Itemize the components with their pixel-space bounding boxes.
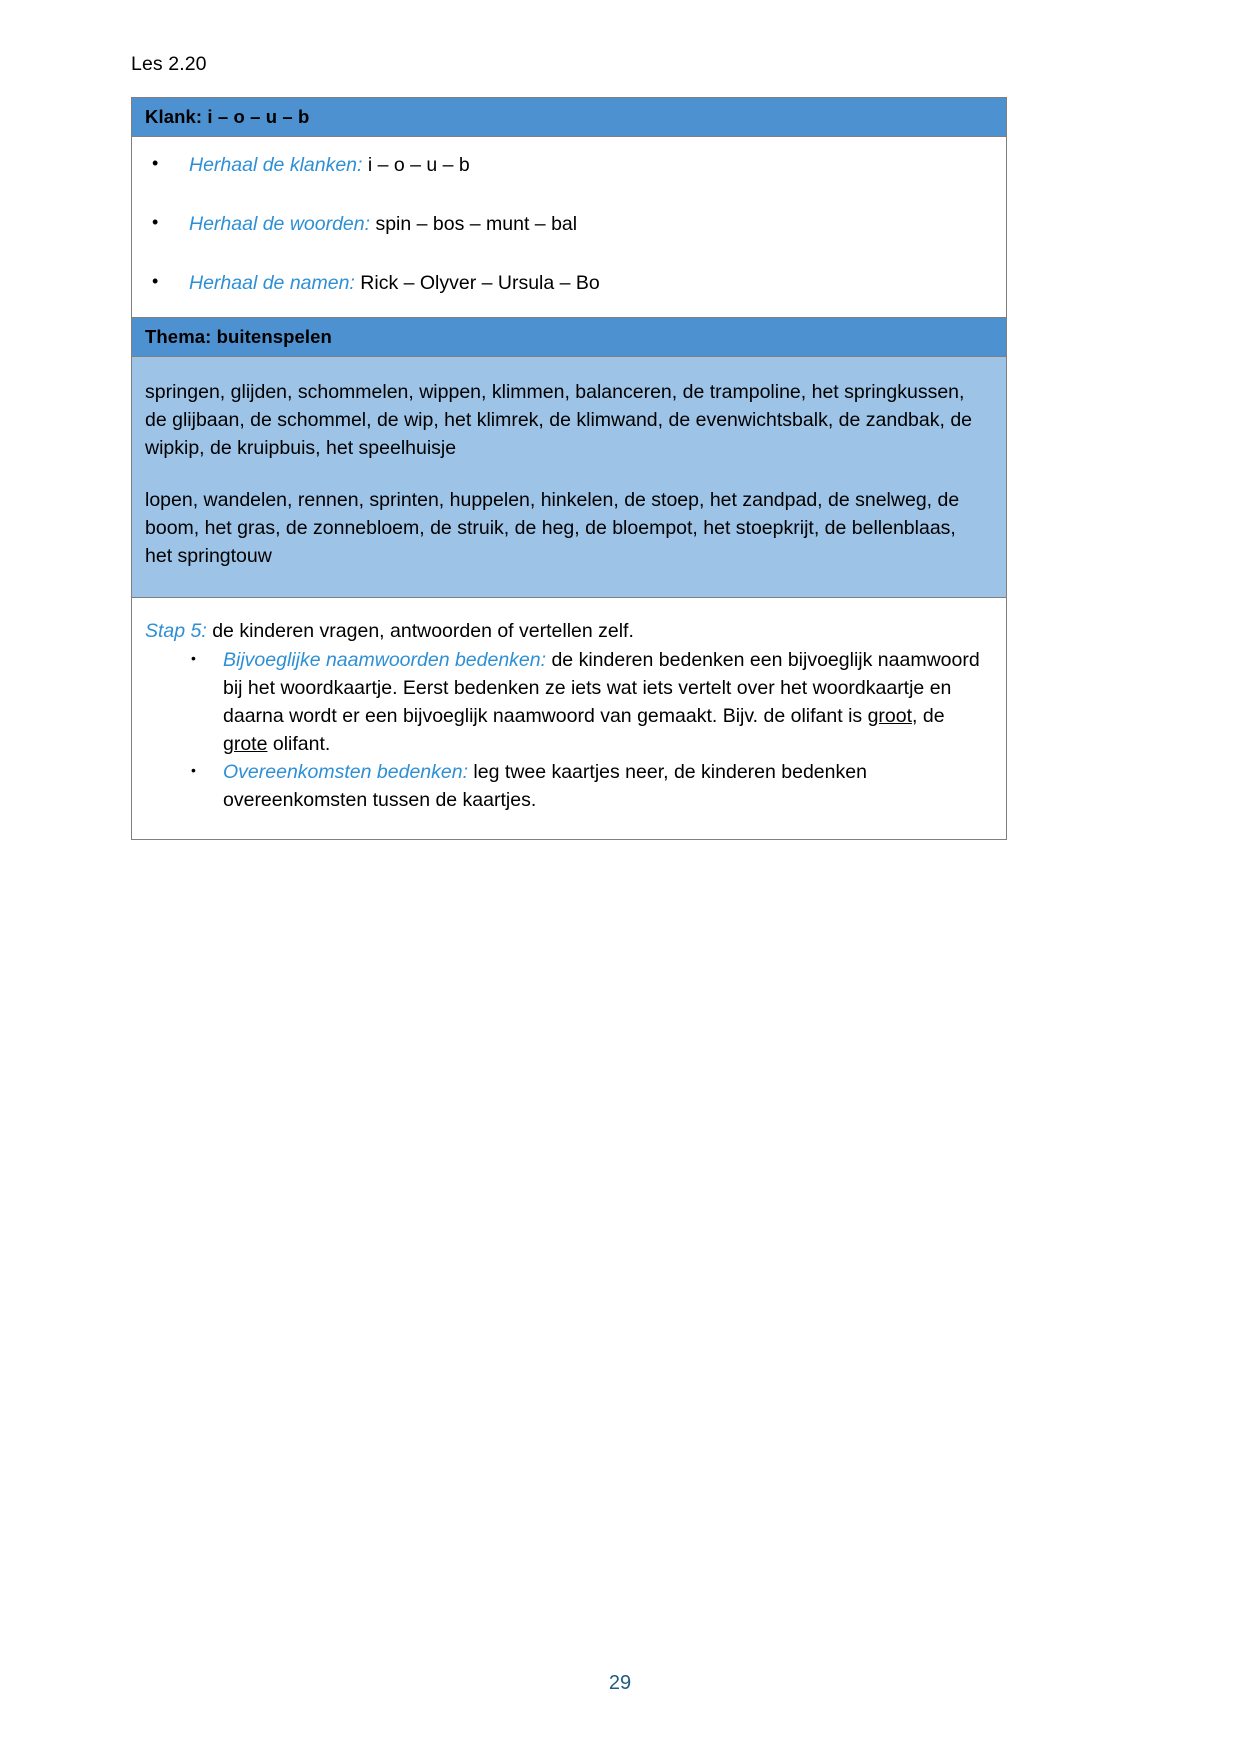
bullet-text: Rick – Olyver – Ursula – Bo [354,271,600,294]
bullet-text: de kinderen bedenken een bijvoeglijk naamwoord bij het woordkaartje. Eerst bedenken ze iets wat iets vertelt over het woordkaartje en daarna wordt er een bijvoeglijk naamwoord van gemaakt. Bijv. de olifant is [223,649,980,728]
theme-word-paragraph: lopen, wandelen, rennen, sprinten, huppelen, hinkelen, de stoep, het zandpad, de snelweg, de boom, het gras, de zonnebloem, de struik, de heg, de bloempot, het stoepkrijt, de bellenblaas, het springtouw [145,489,960,568]
theme-section-body [132,357,1006,598]
page-number: 29 [608,1672,632,1694]
running-head: Les 2.20 [131,53,207,75]
theme-section-header: Thema: buitenspelen [132,318,1006,357]
sound-bullet-list [132,153,1006,297]
bullet-label: Herhaal de woorden: [189,212,371,235]
bullet-label: Herhaal de klanken: [189,154,363,177]
bullet-label: Herhaal de namen: [189,271,355,294]
bullet-label: Overeenkomsten bedenken: [223,760,468,783]
bullet-text: leg twee kaartjes neer, de kinderen bedenken overeenkomsten tussen de kaartjes. [223,760,867,811]
sound-section-header: Klank: i – o – u – b [132,98,1006,137]
sound-section-body [132,137,1006,318]
theme-word-paragraph: springen, glijden, schommelen, wippen, klimmen, balanceren, de trampoline, het springkussen, de glijbaan, de schommel, de wip, het klimrek, de klimwand, de evenwichtsbalk, de zandbak, de wipkip, de kruipbuis, het speelhuisje [145,380,973,459]
list-item [132,212,1006,238]
bullet-text-middle: , de [912,705,945,728]
bullet-text: i – o – u – b [362,154,470,177]
list-item [145,647,988,759]
step-text: de kinderen vragen, antwoorden of vertellen zelf. [206,620,634,643]
emphasis-word-grote: grote [223,733,268,756]
step-bullet-list [145,647,988,814]
list-item [132,271,1006,297]
step-label: Stap 5: [145,620,207,643]
step-section-body [132,598,1006,839]
bullet-label: Bijvoeglijke naamwoorden bedenken: [223,649,547,672]
list-item [132,153,1006,179]
emphasis-word-groot: groot [867,705,913,728]
lesson-table [131,97,1007,840]
bullet-text: spin – bos – munt – bal [370,212,578,235]
step-intro-line [145,618,988,644]
list-item [145,759,988,815]
bullet-text-after: olifant. [267,733,331,756]
